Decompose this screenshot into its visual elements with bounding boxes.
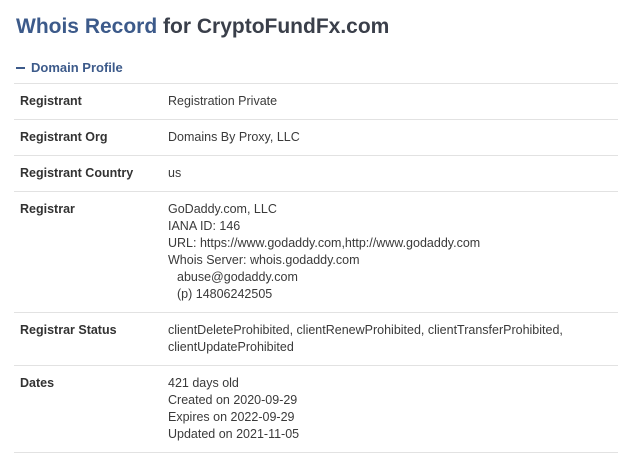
minus-icon: [16, 67, 25, 69]
row-label-registrant-org: Registrant Org: [20, 130, 108, 144]
page-title: [16, 14, 614, 40]
value-line: GoDaddy.com, LLC: [168, 202, 277, 216]
domain-profile-toggle[interactable]: [16, 60, 614, 75]
row-value-dates: [162, 366, 618, 453]
value-line: Domains By Proxy, LLC: [168, 130, 300, 144]
value-line: IANA ID: 146: [168, 219, 241, 233]
page-title-main: Whois Record: [16, 15, 158, 38]
row-label-registrant-country: Registrant Country: [20, 166, 134, 180]
page-title-domain: for CryptoFundFx.com: [163, 15, 390, 38]
value-line: clientUpdateProhibited: [168, 340, 294, 354]
value-line: URL: https://www.godaddy.com,http://www.godaddy.com: [168, 236, 481, 250]
domain-profile-table: [14, 83, 618, 453]
row-value-registrar: [162, 192, 618, 313]
table-row: [14, 84, 618, 120]
row-label-dates: Dates: [20, 376, 55, 390]
domain-profile-toggle-label: Domain Profile: [31, 60, 123, 75]
table-row: [14, 192, 618, 313]
row-value-registrant: [162, 84, 618, 120]
value-line: us: [168, 166, 182, 180]
value-line-age: 421 days old: [168, 376, 239, 390]
row-value-registrar-status: [162, 313, 618, 366]
registrar-abuse-email: abuse@godaddy.com: [177, 270, 298, 284]
value-line-expires: Expires on 2022-09-29: [168, 410, 295, 424]
table-row: [14, 156, 618, 192]
row-label-registrar-status: Registrar Status: [20, 323, 117, 337]
row-value-registrant-org: [162, 120, 618, 156]
row-label-registrar: Registrar: [20, 202, 75, 216]
value-line-created: Created on 2020-09-29: [168, 393, 298, 407]
row-label-registrant: Registrant: [20, 94, 82, 108]
row-value-registrant-country: [162, 156, 618, 192]
table-row: [14, 313, 618, 366]
value-line: Registration Private: [168, 94, 278, 108]
value-line-updated: Updated on 2021-11-05: [168, 427, 300, 441]
value-line: clientDeleteProhibited, clientRenewProhibited, clientTransferProhibited,: [168, 323, 563, 337]
registrar-phone: (p) 14806242505: [177, 287, 273, 301]
value-line: Whois Server: whois.godaddy.com: [168, 253, 360, 267]
table-row: [14, 366, 618, 453]
table-row: [14, 120, 618, 156]
